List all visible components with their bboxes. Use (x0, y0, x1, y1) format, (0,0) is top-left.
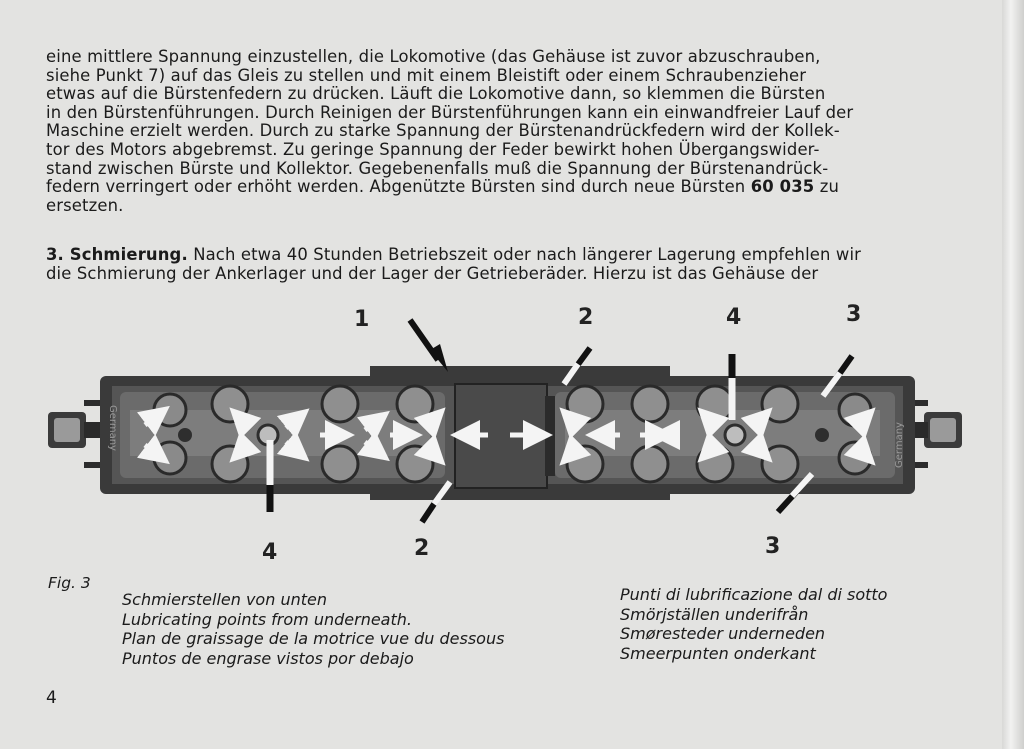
text-line: die Schmierung der Ankerlager und der Lager der Getrieberäder. Hierzu ist das Gehäuse der (46, 263, 819, 283)
section-heading: 3. Schmierung. (46, 245, 188, 264)
caption-line: Puntos de engrase vistos por debajo (122, 648, 414, 668)
part-number: 60 035 (750, 177, 815, 197)
text-line: Maschine erzielt werden. Durch zu starke Spannung der Bürstenandrückfedern wird der Kollek- (46, 121, 840, 141)
text-line: tor des Motors abgebremst. Zu geringe Spannung der Feder bewirkt hohen Übergangswider- (46, 139, 820, 159)
left-coupler (48, 412, 106, 448)
lubrication-paragraph (46, 246, 966, 283)
caption-line: Smeerpunten onderkant (620, 643, 816, 663)
text-line: etwas auf die Bürstenfedern zu drücken. Läuft die Lokomotive dann, so klemmen die Bürsten (46, 84, 826, 104)
caption-left (122, 590, 504, 668)
text-line: federn verringert oder erhöht werden. Abgenützte Bürsten sind durch neue Bürsten (46, 177, 746, 197)
engraving-left: Germany (107, 405, 118, 451)
text-line: ersetzen. (46, 195, 124, 215)
body-paragraph-brushes (46, 48, 966, 215)
caption-line: Schmierstellen von unten (122, 590, 327, 609)
caption-line: Smörjställen underifrån (620, 604, 809, 624)
page-number: 4 (46, 688, 57, 708)
figure-label: Fig. 3 (48, 574, 91, 592)
callout-3-top: 3 (846, 302, 862, 327)
caption-line: Plan de graissage de la motrice vue du dessous (122, 629, 505, 648)
page-edge (1002, 0, 1024, 749)
caption-right (620, 585, 887, 663)
text-line: siehe Punkt 7) auf das Gleis zu stellen und mit einem Bleistift oder einem Schraubenzieher (46, 65, 807, 85)
text-line: in den Bürstenführungen. Durch Reinigen der Bürstenführungen kann ein einwandfreier Lauf der (46, 102, 854, 122)
engraving-right: Germany (894, 422, 905, 468)
callout-1: 1 (354, 307, 370, 332)
callout-3-bottom: 3 (765, 534, 781, 559)
text-line (46, 246, 966, 265)
text-line: eine mittlere Spannung einzustellen, die Lokomotive (das Gehäuse ist zuvor abzuschrauben, (46, 47, 821, 66)
text-line-end: zu (814, 177, 840, 197)
caption-line: Smøresteder underneden (620, 624, 826, 643)
callout-2-top: 2 (578, 305, 594, 330)
callout-2-bottom: 2 (414, 536, 430, 561)
text-line-with-part-number (46, 178, 966, 197)
text-line: stand zwischen Bürste und Kollektor. Gegebenenfalls muß die Spannung der Bürstenandrück- (46, 158, 829, 178)
caption-line: Lubricating points from underneath. (122, 609, 412, 629)
caption-line: Punti di lubrificazione dal di sotto (620, 585, 888, 604)
locomotive-underside-figure (40, 300, 975, 570)
callout-4-bottom: 4 (262, 540, 278, 565)
callout-4-top: 4 (726, 305, 742, 330)
text-line-rest: Nach etwa 40 Stunden Betriebszeit oder nach längerer Lagerung empfehlen wir (187, 245, 862, 264)
